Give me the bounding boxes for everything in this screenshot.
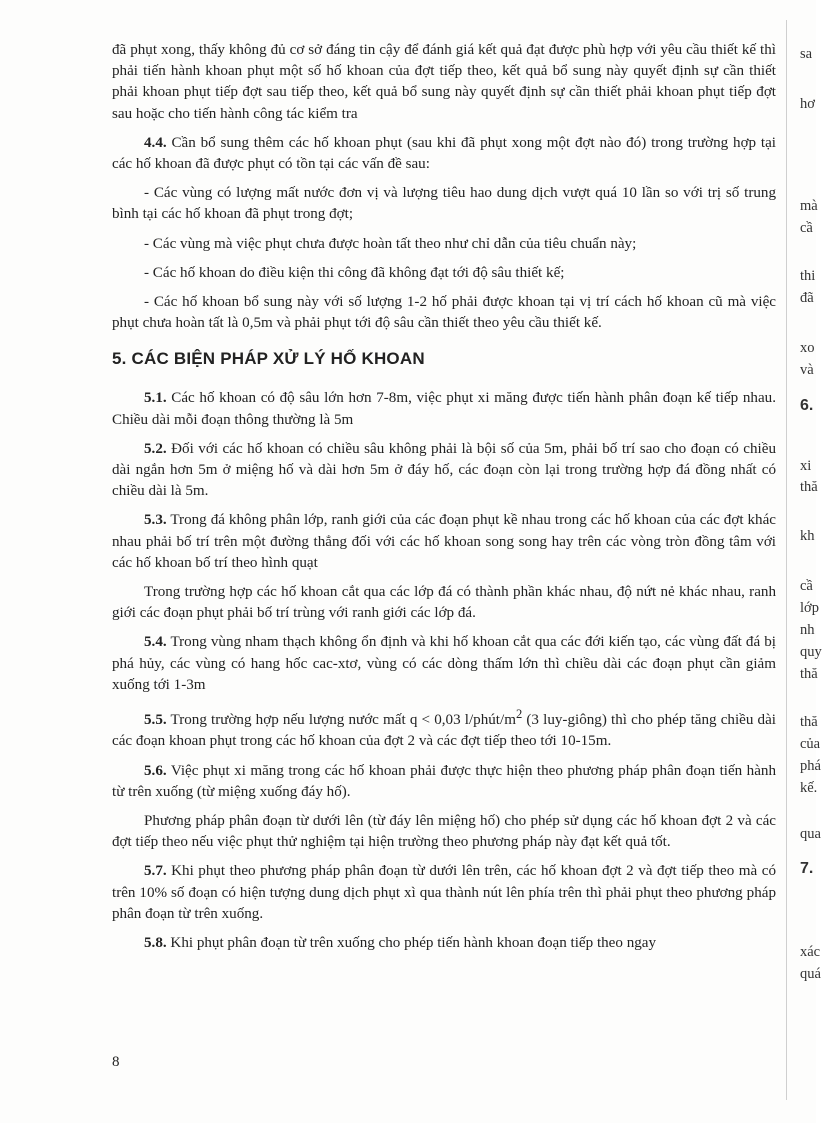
clause-text: Việc phụt xi măng trong các hố khoan phải được thực hiện theo phương pháp phân đoạn tiến hành từ trên xuống (từ miệng xuống đáy hố). bbox=[112, 762, 776, 800]
intro-paragraph: đã phụt xong, thấy không đủ cơ sở đáng tin cậy để đánh giá kết quả đạt được phù hợp với yêu cầu thiết kế thì phải tiến hành khoan phụt một số hố khoan của đợt tiếp theo, kết quả bổ sung này quyết định sự cần thiết phải khoan phụt tiếp đợt sau tiếp theo, kết quả bổ sung này quyết định sự cần thiết phải khoan phụt tiếp đợt sau hoặc cho tiến hành công tác kiểm tra bbox=[112, 42, 776, 122]
margin-fragment: hơ bbox=[800, 96, 815, 112]
margin-fragment: cầ bbox=[800, 220, 813, 236]
margin-fragment: thă bbox=[800, 714, 818, 730]
clause-text: Khi phụt theo phương pháp phân đoạn từ dưới lên trên, các hố khoan đợt 2 và đợt tiếp theo mà có trên 10% số đoạn có hiện tượng dung dịch phụt xì qua thành nút lên phía trên thì phải phụt theo phương pháp phân đoạn từ trên xuống. bbox=[112, 863, 776, 922]
paragraph-5-3-continued: Trong trường hợp các hố khoan cắt qua các lớp đá có thành phần khác nhau, độ nứt nẻ khác nhau, ranh giới các đoạn phụt phải bố trí trùng với ranh giới các lớp đá. bbox=[112, 584, 776, 622]
clause-text: Các hố khoan có độ sâu lớn hơn 7-8m, việc phụt xi măng được tiến hành phân đoạn kế tiếp nhau. Chiều dài mỗi đoạn thông thường là 5m bbox=[112, 390, 776, 428]
list-item: - Các hố khoan bổ sung này với số lượng 1-2 hố phải được khoan tại vị trí cách hố khoan cũ mà việc phụt chưa hoàn tất là 0,5m và phải phụt tới độ sâu cần thiết theo yêu cầu thiết kế. bbox=[112, 294, 776, 332]
margin-fragment: quá bbox=[800, 966, 821, 982]
margin-fragment: thi bbox=[800, 268, 816, 284]
clause-number: 4.4. bbox=[144, 134, 167, 151]
margin-fragment: kế. bbox=[800, 780, 818, 796]
margin-fragment: kh bbox=[800, 528, 815, 544]
clause-text: (3 luy-giông) thì cho phép tăng chiều dài các đoạn khoan phụt trong các hố khoan của đợt 2 và các đợt tiếp theo tới 10-15m. bbox=[112, 712, 776, 750]
clause-number: 5.5. bbox=[144, 712, 167, 729]
paragraph-5-5 bbox=[112, 704, 776, 752]
clause-number: 5.4. bbox=[144, 634, 167, 651]
clause-number: 5.8. bbox=[144, 934, 167, 951]
list-item: - Các vùng có lượng mất nước đơn vị và lượng tiêu hao dung dịch vượt quá 10 lần so với trị số trung bình tại các hố khoan đã phụt trong đợt; bbox=[112, 185, 776, 223]
margin-fragment: xi bbox=[800, 458, 812, 474]
clause-number: 5.3. bbox=[144, 512, 167, 529]
paragraph-5-3 bbox=[112, 510, 776, 574]
margin-fragment: và bbox=[800, 362, 814, 378]
clause-text: Trong đá không phân lớp, ranh giới của các đoạn phụt kề nhau trong các hố khoan của các đợt khác nhau phải bố trí trên một đường thẳng đối với các hố khoan song song hay trên các vòng tròn đồng tâm với các hố khoan bố trí theo hình quạt bbox=[112, 512, 776, 571]
page-number: 8 bbox=[112, 1054, 120, 1070]
margin-fragment: 7. bbox=[800, 860, 814, 877]
margin-fragment: thă bbox=[800, 479, 818, 495]
clause-number: 5.6. bbox=[144, 762, 167, 779]
margin-fragment: nh bbox=[800, 622, 815, 638]
margin-fragment: thă bbox=[800, 666, 818, 682]
clause-number: 5.2. bbox=[144, 440, 167, 457]
section-heading: 5. CÁC BIỆN PHÁP XỬ LÝ HỐ KHOAN bbox=[112, 349, 425, 369]
clause-text: Đối với các hố khoan có chiều sâu không phải là bội số của 5m, phải bố trí sao cho đoạn có chiều dài ngắn hơn 5m ở miệng hố và dài hơn 5m ở đáy hố, các đoạn còn lại trong trường hợp đá đồng nhất có chiều dài là 5m. bbox=[112, 440, 776, 500]
margin-fragment: phá bbox=[800, 758, 821, 774]
clause-text: Khi phụt phân đoạn từ trên xuống cho phép tiến hành khoan đoạn tiếp theo ngay bbox=[166, 934, 657, 951]
paragraph-4-4 bbox=[112, 133, 776, 175]
margin-fragment: sa bbox=[800, 46, 813, 62]
clause-text: Cần bổ sung thêm các hố khoan phụt (sau khi đã phụt xong một đợt nào đó) trong trường hợp tại các hố khoan đã được phụt có tồn tại các vấn đề sau: bbox=[112, 134, 776, 173]
clause-number: 5.1. bbox=[144, 390, 167, 407]
margin-fragment: qua bbox=[800, 826, 821, 842]
paragraph-5-1 bbox=[112, 388, 776, 430]
bullet-list bbox=[112, 183, 776, 334]
margin-fragment: cầ bbox=[800, 578, 813, 594]
paragraph-5-6 bbox=[112, 761, 776, 803]
paragraph-5-4 bbox=[112, 632, 776, 696]
clause-text: Trong vùng nham thạch không ổn định và khi hố khoan cắt qua các đới kiến tạo, các vùng đất đá bị phá hủy, các vùng có hang hốc cac-xtơ, vùng có các dòng thấm lớn thì chiều dài các đoạn phụt cần giảm xuống tới 1-3m bbox=[112, 634, 776, 693]
paragraph-5-6-continued: Phương pháp phân đoạn từ dưới lên (từ đáy lên miệng hố) cho phép sử dụng các hố khoan đợt 2 và các đợt tiếp theo nếu việc phụt thử nghiệm tại hiện trường theo phương pháp này đạt kết quả tốt. bbox=[112, 812, 776, 851]
superscript: 2 bbox=[515, 707, 523, 722]
paragraph-5-8 bbox=[112, 933, 776, 954]
list-item: - Các vùng mà việc phụt chưa được hoàn tất theo như chỉ dẫn của tiêu chuẩn này; bbox=[144, 235, 637, 252]
page-gutter-divider bbox=[786, 20, 787, 1100]
margin-fragment: 6. bbox=[800, 397, 814, 414]
paragraph-5-7 bbox=[112, 861, 776, 925]
margin-fragment: đã bbox=[800, 290, 814, 306]
clause-text: Trong trường hợp nếu lượng nước mất q < 0,03 l/phút/m bbox=[166, 712, 516, 729]
list-item: - Các hố khoan do điều kiện thi công đã không đạt tới độ sâu thiết kế; bbox=[144, 264, 565, 281]
margin-fragment: mà bbox=[800, 198, 818, 214]
adjacent-page-fragments bbox=[792, 0, 822, 1123]
margin-fragment: xác bbox=[800, 944, 821, 960]
margin-fragment: lớp bbox=[800, 600, 819, 616]
main-text-column bbox=[112, 40, 776, 962]
margin-fragment: xo bbox=[800, 340, 815, 356]
margin-fragment: của bbox=[800, 736, 821, 752]
clause-number: 5.7. bbox=[144, 863, 167, 880]
paragraph-5-2 bbox=[112, 439, 776, 503]
margin-fragment: quy bbox=[800, 644, 822, 660]
